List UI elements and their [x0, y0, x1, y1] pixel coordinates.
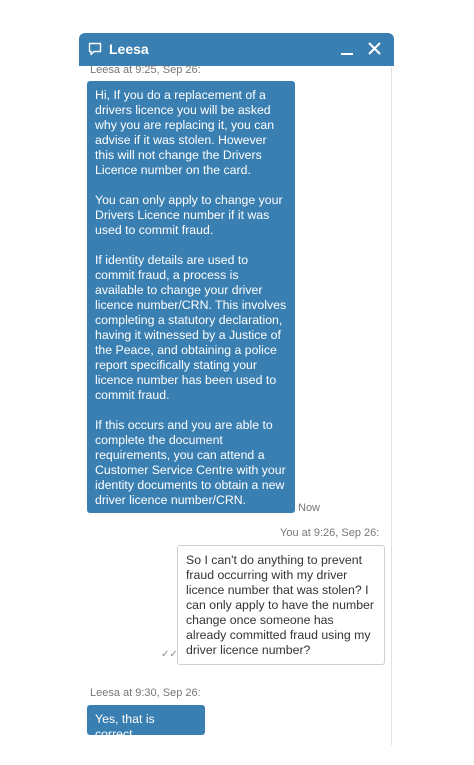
minimize-icon[interactable] [340, 42, 354, 56]
message-paragraph: If this occurs and you are able to complete the document requirements, you can attend a Customer Service Centre with your identity documents to obtain a new driver licence number/CRN. [95, 418, 286, 507]
message-status: Now [298, 502, 321, 514]
agent-message-bubble [87, 81, 295, 513]
agent-message-bubble [87, 705, 205, 741]
message-sender-time: Leesa at 9:25, Sep 26: [90, 64, 201, 76]
message-sender-time: You at 9:26, Sep 26: [280, 527, 380, 539]
scrollbar-track[interactable] [391, 67, 392, 745]
agent-name-title: Leesa [109, 41, 149, 57]
message-text: So I can't do anything to prevent fraud occurring with my driver licence number that was stolen? I can only apply to have the number change once someone has already committed fraud using my driver licence number? [186, 553, 374, 657]
read-receipt-icon: ✓✓ [161, 649, 178, 660]
message-paragraph: Hi, If you do a replacement of a drivers licence you will be asked why you are replacing it, you can advise if it was stolen. However this will not change the Drivers Licence number on the card. [95, 88, 275, 177]
message-sender-time: Leesa at 9:30, Sep 26: [90, 687, 201, 699]
message-paragraph: You can only apply to change your Drivers Licence number if it was used to commit fraud. [95, 193, 283, 237]
close-icon[interactable] [367, 41, 382, 56]
chat-header [79, 33, 394, 66]
message-text: Yes, that is correct. [95, 712, 155, 741]
chat-window [79, 33, 394, 745]
user-message-bubble [177, 545, 385, 665]
message-paragraph: If identity details are used to commit fraud, a process is available to change your driver licence number/CRN. This involves completing a statutory declaration, having it witnessed by a Justice of the Peace, and obtaining a police report specifically stating your licence number has been used to commit fraud. [95, 253, 287, 402]
chat-bubble-icon [88, 42, 102, 56]
